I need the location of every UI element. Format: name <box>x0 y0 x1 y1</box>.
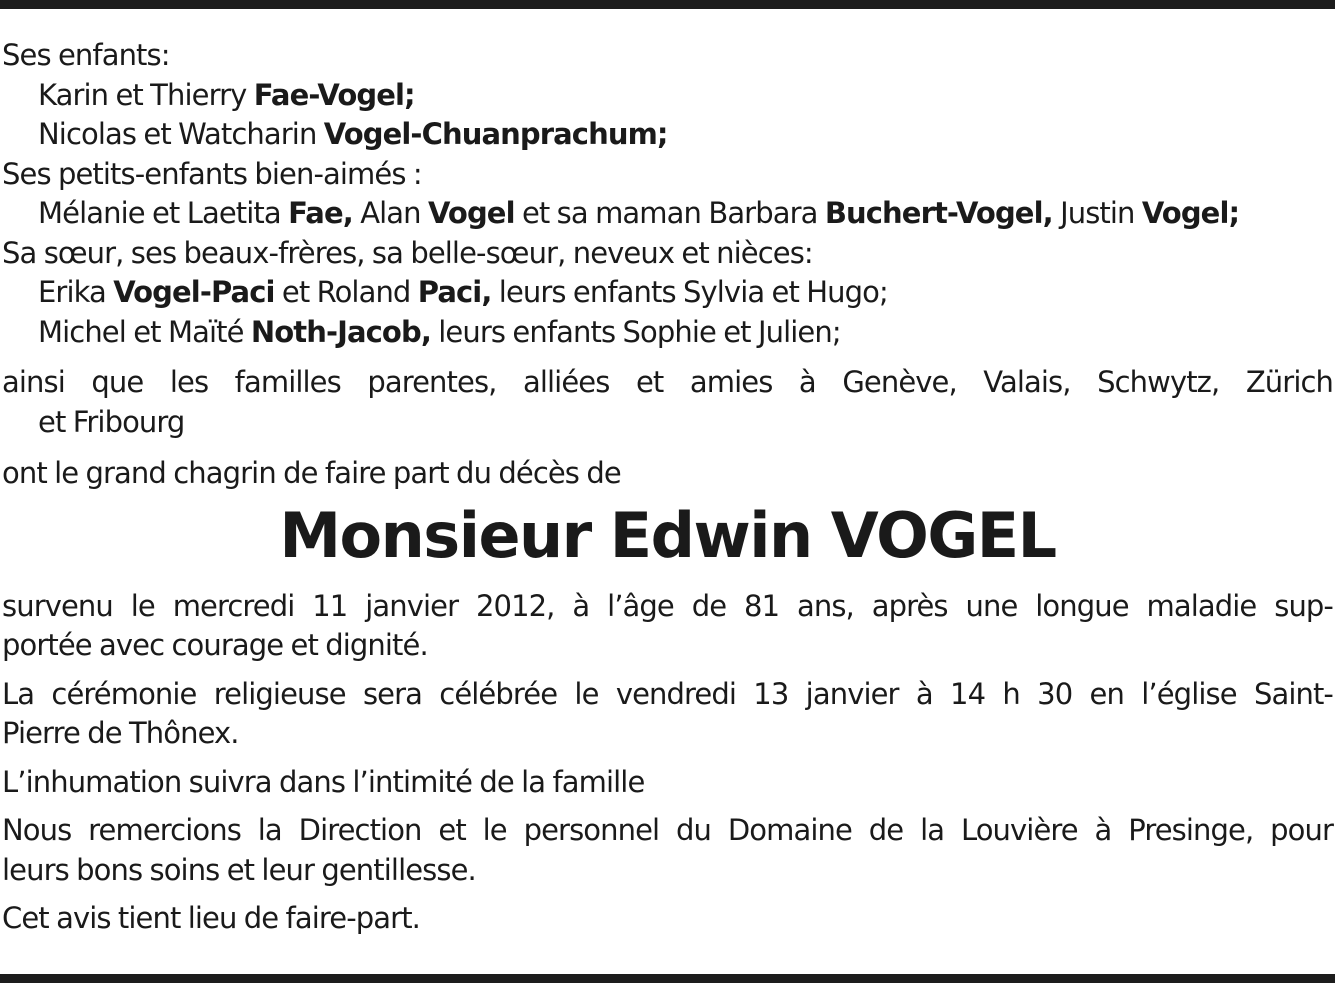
death-notice <box>2 36 1333 939</box>
top-border-rule <box>0 0 1335 9</box>
death-details-line-1: survenu le mercredi 11 janvier 2012, à l’âge de 81 ans, après une longue maladie sup- <box>2 588 1333 623</box>
death-details-paragraph <box>2 587 1333 666</box>
grandchildren-text-1: Mélanie et Laetita <box>38 196 281 230</box>
burial-paragraph: L’inhumation suivra dans l’intimité de la famille <box>2 764 645 799</box>
thanks-line-2: leurs bons soins et leur gentillesse. <box>2 852 476 887</box>
sibling-1-surname-2: Paci, <box>417 275 492 309</box>
thanks-line-1: Nous remercions la Direction et le personnel du Domaine de la Louvière à Presinge, pour <box>2 813 1333 847</box>
sibling-1-text-1: Erika <box>38 275 106 309</box>
sibling-1-text-3: leurs enfants Sylvia et Hugo; <box>498 275 888 309</box>
grandchildren-heading: Ses petits-enfants bien-aimés : <box>2 156 422 191</box>
notice-paragraph: Cet avis tient lieu de faire-part. <box>2 901 420 935</box>
grandchildren-surname-4: Vogel; <box>1141 196 1240 230</box>
grandchildren-entry <box>2 194 1333 234</box>
announcement-text: ont le grand chagrin de faire part du décès de <box>2 456 621 490</box>
ceremony-line-1: La cérémonie religieuse sera célébrée le vendredi 13 janvier à 14 h 30 en l’église Saint- <box>2 676 1333 711</box>
sibling-2-text-2: leurs enfants Sophie et Julien; <box>438 314 841 349</box>
deceased-name-heading: Monsieur Edwin VOGEL <box>279 498 1056 572</box>
sibling-2-surname-1: Noth-Jacob, <box>250 314 431 349</box>
sibling-1-surname-1: Vogel-Paci <box>113 275 275 309</box>
sibling-1-text-2: et Roland <box>281 275 411 309</box>
grandchildren-surname-3: Buchert-Vogel, <box>824 196 1053 230</box>
ceremony-line-2: Pierre de Thônex. <box>2 716 239 750</box>
sibling-entry-2 <box>2 313 1333 353</box>
child-1-names: Karin et Thierry <box>38 77 247 112</box>
bottom-border-rule <box>0 974 1335 983</box>
child-entry-2 <box>2 115 1333 155</box>
grandchildren-surname-2: Vogel <box>427 196 515 230</box>
grandchildren-surname-1: Fae, <box>288 196 353 230</box>
extended-family-line-1: ainsi que les familles parentes, alliées et amies à Genève, Valais, Schwytz, Zürich <box>2 365 1333 399</box>
ceremony-paragraph <box>2 675 1333 754</box>
sibling-2-text-1: Michel et Maïté <box>38 314 244 349</box>
child-2-names: Nicolas et Watcharin <box>38 117 317 151</box>
child-2-surname: Vogel-Chuanprachum; <box>323 117 668 151</box>
children-heading: Ses enfants: <box>2 38 170 72</box>
extended-family-line-2: et Fribourg <box>38 404 185 439</box>
siblings-heading: Sa sœur, ses beaux-frères, sa belle-sœur, neveux et nièces: <box>2 235 813 270</box>
sibling-entry-1 <box>2 273 1333 313</box>
child-1-surname: Fae-Vogel; <box>253 77 415 112</box>
grandchildren-text-2: Alan <box>360 196 421 230</box>
grandchildren-text-4: Justin <box>1060 196 1135 230</box>
grandchildren-text-3: et sa maman Barbara <box>521 196 818 230</box>
death-details-line-2: portée avec courage et dignité. <box>2 628 428 662</box>
thanks-paragraph <box>2 811 1333 890</box>
child-entry-1 <box>2 76 1333 116</box>
extended-family-paragraph <box>2 363 1333 442</box>
